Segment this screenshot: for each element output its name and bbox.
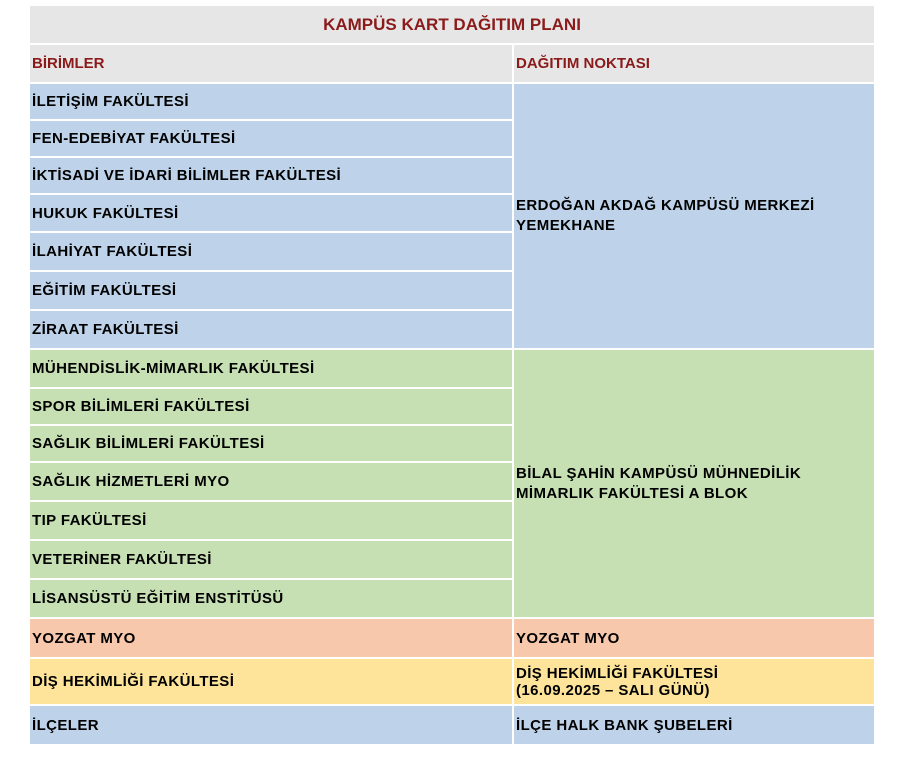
table-title: KAMPÜS KART DAĞITIM PLANI: [30, 6, 874, 43]
unit-cell: YOZGAT MYO: [30, 619, 512, 657]
point-line: BİLAL ŞAHİN KAMPÜSÜ MÜHNEDİLİK: [516, 464, 802, 482]
header-units: BİRİMLER: [30, 45, 512, 82]
point-line: DİŞ HEKİMLİĞİ FAKÜLTESİ: [516, 664, 719, 682]
unit-cell: SAĞLIK BİLİMLERİ FAKÜLTESİ: [30, 426, 512, 461]
point-line: ERDOĞAN AKDAĞ KAMPÜSÜ MERKEZİ: [516, 197, 815, 214]
unit-cell: DİŞ HEKİMLİĞİ FAKÜLTESİ: [30, 659, 512, 704]
distribution-point-cell: [514, 84, 874, 348]
unit-cell: MÜHENDİSLİK-MİMARLIK FAKÜLTESİ: [30, 350, 512, 387]
point-line: YEMEKHANE: [516, 217, 616, 234]
unit-cell: EĞİTİM FAKÜLTESİ: [30, 272, 512, 309]
header-distribution-point: DAĞITIM NOKTASI: [514, 45, 874, 82]
unit-cell: İLETİŞİM FAKÜLTESİ: [30, 84, 512, 119]
distribution-point-cell: YOZGAT MYO: [514, 619, 874, 657]
distribution-point-cell: [514, 659, 874, 704]
unit-cell: HUKUK FAKÜLTESİ: [30, 195, 512, 231]
distribution-plan-table: [28, 4, 876, 746]
distribution-point-cell: İLÇE HALK BANK ŞUBELERİ: [514, 706, 874, 744]
point-line: (16.09.2025 – SALI GÜNÜ): [516, 681, 710, 699]
unit-cell: TIP FAKÜLTESİ: [30, 502, 512, 539]
unit-cell: İLAHİYAT FAKÜLTESİ: [30, 233, 512, 270]
unit-cell: LİSANSÜSTÜ EĞİTİM ENSTİTÜSÜ: [30, 580, 512, 617]
unit-cell: SAĞLIK HİZMETLERİ MYO: [30, 463, 512, 500]
unit-cell: ZİRAAT FAKÜLTESİ: [30, 311, 512, 348]
distribution-point-cell: [514, 350, 874, 617]
unit-cell: SPOR BİLİMLERİ FAKÜLTESİ: [30, 389, 512, 424]
unit-cell: FEN-EDEBİYAT FAKÜLTESİ: [30, 121, 512, 156]
unit-cell: İKTİSADİ VE İDARİ BİLİMLER FAKÜLTESİ: [30, 158, 512, 193]
point-line: MİMARLIK FAKÜLTESİ A BLOK: [516, 484, 748, 502]
unit-cell: İLÇELER: [30, 706, 512, 744]
unit-cell: VETERİNER FAKÜLTESİ: [30, 541, 512, 578]
